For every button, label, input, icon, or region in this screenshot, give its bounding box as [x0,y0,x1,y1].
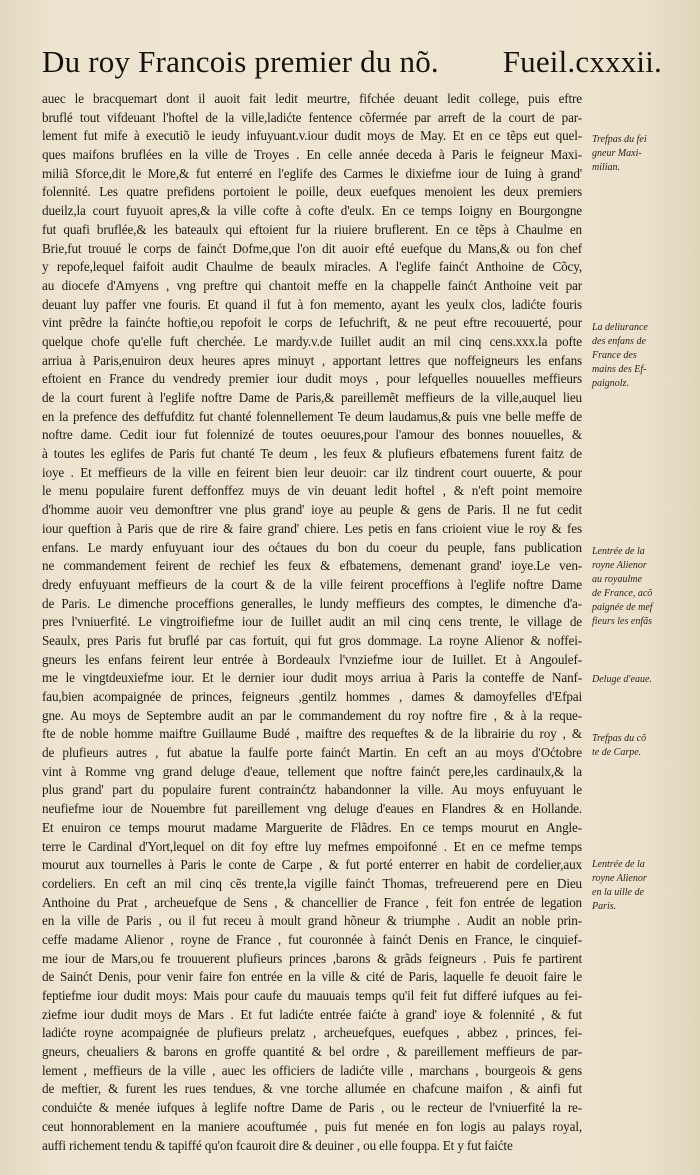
margin-note-line: mains des Ef- [592,364,647,375]
text-line: le menu populaire furent deffonffez muys de vin deuant ledit hoftel , & n'eft point memoire [42,483,582,499]
text-line: noftre dame. Cedit iour fut folennizé de toutes oeuures,pour l'amour des bonnes nouuelles, & [42,427,582,443]
margin-note-line: Paris. [592,901,617,912]
text-line: Seaulx, pres Paris fut bruflé par cas fortuit, qui fut gros dommage. La royne Alienor & noffei- [42,632,582,648]
margin-note-line: Lentrée de la [592,546,645,557]
text-line: de Paris. Le dimenche proceffions generalles, le lundy meffieurs des comptes, le dimenche d'a- [42,595,582,611]
text-line: ladićte royne acompaignée de plufieurs prelatz , archeuefques, euefques , abbez , princes, fei- [42,1025,582,1041]
text-line: enfans. Le mardy enfuyuant iour des oćtaues du bon du coeur du peuple, fans publication [42,539,582,555]
text-line: deuant luy paffer vne fouris. Et quand il fut à fon memento, ayant les yeulx clos, ladićte fouris [42,296,582,312]
text-line: lement fut mife à executiõ le ieudy infuyuant.v.iour dudit moys de May. Et en ce tẽps eut quel- [42,128,582,144]
text-line: ceut honnorablement en la maniere acouftumée , puis fut menée en fon logis au palays royal, [42,1118,582,1134]
text-line: Anthoine du Prat , archeuefque de Sens , & chancellier de France , feit fon entrée de legation [42,894,582,910]
folio-number: Fueil.cxxxii. [502,44,662,79]
margin-note-line: royne Alienor [592,873,647,884]
margin-note-line: Deluge d'eaue. [592,674,652,685]
margin-note-line: de France, acõ [592,588,653,599]
text-line: Et enuiron ce temps mourut madame Marguerite de Flãdres. En ce temps mourut en Angle- [42,819,582,835]
text-line: vint prẽdre la fainćte hoftie,ou repofoit le corps de Iefuchrift, & ne peut eftre recouuerté, pour [42,315,582,331]
header-title: Du roy Francois premier du nõ. [42,44,439,79]
text-line: ziefme iour dudit moys de Mars . Et fut ladićte entrée faićte à grand' ioye & folennité , & fut [42,1006,582,1022]
margin-note-line: Trefpas du cõ [592,733,647,744]
text-line: mourut aux tournelles à Paris le conte de Carpe , & fut porté enterrer en habit de cordelier,aux [42,857,582,873]
text-line: Brie,fut trouué le corps de fainćt Dofme,que l'on dit auoir efté euefque du Mans,& ou fon chef [42,240,582,256]
text-line: en la prefence des deffufditz fut chanté folennellement Te deum laudamus,& puis vne belle meffe de [42,408,582,424]
margin-note-line: Lentrée de la [592,859,645,870]
text-line: à toutes les eglifes de Paris fut chanté Te deum , les feux & plufieurs efbatemens furent faitz de [42,446,582,462]
margin-note-line: paignolz. [592,378,629,389]
text-line: arriua à Paris,enuiron deux heures apres minuyt , apportant lettres que noffeigneurs les enfans [42,352,582,368]
margin-note-line: La deliurance [592,322,648,333]
text-line: eftoient en France du vendredy premier iour dudit moys , pour lefquelles nouuelles meffieurs [42,371,582,387]
text-line: lement , meffieurs de la ville , auec les officiers de ladićte ville , marchans , bourgeois & gens [42,1062,582,1078]
margin-note [592,732,692,760]
text-line: plus grand' part du populaire furent contrainćtz habandonner la ville. Au moys enfuyuant le [42,782,582,798]
text-line: en la ville de Paris , ou il fut receu à moult grand hõneur & triumphe . Audit an noble prin- [42,913,582,929]
margin-note-line: gneur Maxi- [592,148,642,159]
margin-note-line: royne Alienor [592,560,647,571]
margin-note [592,673,692,687]
margin-note-line: des enfans de [592,336,646,347]
text-line: me le vingtdeuxiefme iour. Et le dernier iour dudit moys arriua à Paris la conteffe de Nanf- [42,670,582,686]
text-line: gneurs, cheualiers & barons en groffe quantité & bel ordre , & pareillement meffieurs de par- [42,1044,582,1060]
margin-note-line: France des [592,350,637,361]
text-line: feptiefme iour dudit moys: Mais pour caufe du mauuais temps qu'il feit fut differé iufques au fei- [42,988,582,1003]
margin-note-line: en la uille de [592,887,644,898]
text-line: de plufieurs autres , fut abatue la faulfe porte fainćt Martin. En ceft an au moys d'Oćtobre [42,745,582,761]
text-line: de meftier, & furent les rues tendues, & vne torche allumée en chafcune maifon , & ainfi fut [42,1081,582,1097]
text-line: cordeliers. En ceft an mil cinq cẽs trente,la vigille fainćt Thomas, trefreuerend pere en Dieu [42,875,582,891]
text-line: folennité. Les quatre prefidens portoient le poille, deux euefques menoient les deux premiers [42,184,582,200]
text-line: ceffe madame Alienor , royne de France , fut couronnée à fainćt Denis en France, le cinquief- [42,931,582,947]
text-line: ques maifons bruflées en la ville de Troyes . En celle année deceda à Paris le feigneur Maxi- [42,147,582,163]
text-line: y repofe,lequel faifoit audit Chaulme de beaulx miracles. A l'eglife fainćt Anthoine de Cõcy, [42,259,582,275]
margin-note-line: fieurs les enfãs [592,616,652,627]
margin-note [592,321,692,391]
text-line: fut quafi bruflée,& les bateaulx qui eftoient fur la riuiere bruflerent. En ce tẽps à Chaulme en [42,221,582,237]
margin-note-line: paignée de mef [592,602,653,613]
margin-note-line: te de Carpe. [592,747,642,758]
body-text [42,90,582,1155]
running-header [42,40,662,84]
text-line: dredy enfuyuant meffieurs de la court & de la ville feirent proceffions à l'eglife noftre Dame [42,576,582,592]
text-line: ioye . Et meffieurs de la ville en feirent bien leur deuoir: car ilz tindrent court ouuerte, & pour [42,464,582,480]
text-line: gne. Au moys de Septembre audit an par le commandement du roy noftre fire , & à la reque- [42,707,582,723]
text-line: de la court furent à l'eglife noftre Dame de Paris,& pareillemẽt meffieurs de la ville,auquel lieu [42,390,582,405]
text-line: fau,bien acompaignée de princes, feigneurs ,gentilz hommes , dames & damoyfelles d'Efpai [42,689,582,704]
text-line: pres l'vniuerfité. Le vingtroifiefme iour de Iuillet audit an mil cinq cens trente, le village de [42,614,582,630]
text-line: gneurs les enfans feirent leur entrée à Bordeaulx l'vnziefme iour de Iuillet. Et à Angoulef- [42,651,582,667]
text-line: fte de noble homme maiftre Guillaume Budé , maiftre des requeftes & de la librairie du roy , & [42,726,582,742]
text-line: ne commandement feirent de rechief les feux & efbatemens, demenant grand' ioye.Le ven- [42,558,582,574]
margin-note-line: milian. [592,162,621,173]
text-line: auffi richement tendu & tapiffé qu'on fcauroit dire & deuiner , ou elle fouppa. Et y fut faićte [42,1137,513,1153]
margin-note [592,545,692,629]
margin-note [592,858,692,914]
text-line: auec le bracquemart dont il auoit fait ledit meurtre, fifchée deuant ledit college, puis eftre [42,91,582,106]
text-line: neufiefme iour de Nouembre fut pareillement vng deluge d'eaues en Flandres & en Hollande. [42,801,582,817]
text-line: d'homme auoir veu demonftrer vne plus grand' ioye au peuple & gens de Paris. Il ne fut cedit [42,502,582,518]
text-line: de Sainćt Denis, pour venir faire fon entrée en la ville & cité de Paris, laquelle fe deuoit faire le [42,969,582,985]
text-line: dueilz,la court fuyuoit apres,& la ville cofte à cofte d'eulx. En ce temps Ioigny en Bourgongne [42,203,582,219]
text-line: vint à Romme vng grand deluge d'eaue, tellement que noftre fainćt pere,les cardinaulx,& la [42,763,582,779]
text-line: au diocefe d'Amyens , vng preftre qui chantoit meffe en la chappelle fainćt Anthoine veit par [42,277,582,293]
margin-note-line: au royaulme [592,574,642,585]
text-line: conduićte & menée iufques à leglife noftre Dame de Paris , ou le recteur de l'vniuerfité la re- [42,1100,582,1116]
text-line: me iour de Mars,ou fe trouuerent plufieurs princes ,barons & grãds feigneurs . Puis fe partirent [42,950,582,966]
text-line: quelque chofe qu'elle fuft cherchée. Le mardy.v.de Iuillet audit an mil cinq cens.xxx.la pofte [42,333,582,349]
text-line: terre le Cardinal d'Yort,lequel on dit foy eftre luy mefmes empoifonné . Et en ce mefme temps [42,838,582,854]
text-line: iour queftion à Paris que de rire & faire grand' chiere. Les petis en fans crioient viue le roy & fes [42,520,582,536]
margin-note [592,133,692,175]
text-line: miliã Sforce,dit le More,& fut enterré en l'eglife des Carmes le dixiefme iour de Iuing à grand' [42,165,582,181]
margin-note-line: Trefpas du fei [592,134,647,145]
text-line: bruflé tout vifdeuant l'hoftel de la ville,ladićte fentence cõfermée par arreft de la court de par- [42,109,582,125]
